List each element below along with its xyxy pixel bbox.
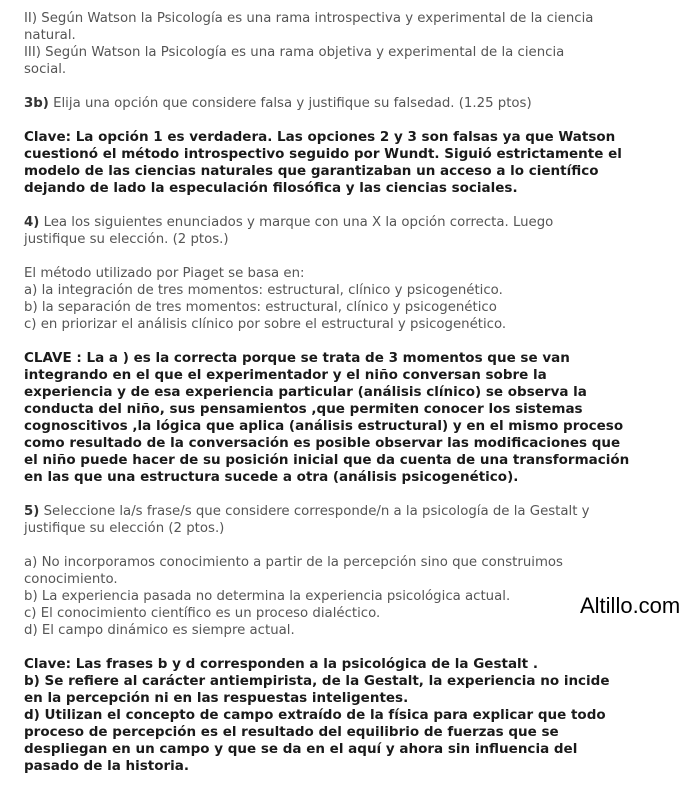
question-4-option-b: b) la separación de tres momentos: estructural, clínico y psicogenético	[24, 300, 497, 315]
question-5-option-b: b) La experiencia pasada no determina la experiencia psicológica actual.	[24, 589, 511, 604]
answer-key-4-line8: en las que una estructura sucede a otra (análisis psicogenético).	[24, 469, 519, 485]
question-5-option-a-line2: conocimiento.	[24, 572, 118, 587]
answer-key-5-line2: b) Se refiere al carácter antiempirista, de la Gestalt, la experiencia no incide	[24, 673, 610, 689]
option-iii-line2: social.	[24, 62, 67, 77]
question-4-line1	[24, 214, 674, 231]
answer-key-3-line4: dejando de lado la especulación filosófica y las ciencias sociales.	[24, 180, 518, 196]
answer-key-5-line4: d) Utilizan el concepto de campo extraído de la física para explicar que todo	[24, 707, 606, 723]
answer-key-5-line6: despliegan en un campo y que se da en el aquí y ahora sin influencia del	[24, 741, 578, 757]
answer-key-4-line7: el niño puede hacer de su posición inicial que da cuenta de una transformación	[24, 452, 630, 468]
question-4-option-a: a) la integración de tres momentos: estructural, clínico y psicogenético.	[24, 283, 503, 298]
question-5-option-d: d) El campo dinámico es siempre actual.	[24, 623, 295, 638]
document-body	[24, 0, 674, 775]
answer-key-4-line1: CLAVE : La a ) es la correcta porque se trata de 3 momentos que se van	[24, 350, 570, 366]
watermark: Altillo.com	[580, 593, 681, 618]
question-3b	[24, 95, 674, 112]
answer-key-4-line6: como resultado de la conversación es posible observar las modificaciones que	[24, 435, 621, 451]
question-number: 5)	[24, 504, 40, 519]
answer-key-4-line5: cognoscitivos ,la lógica que aplica (análisis estructural) y en el mismo proceso	[24, 418, 624, 434]
question-5-option-a-line1: a) No incorporamos conocimiento a partir de la percepción sino que construimos	[24, 555, 563, 570]
answer-key-4-line3: experiencia y de esa experiencia particular (análisis clínico) se observa la	[24, 384, 587, 400]
question-4-line2: justifique su elección. (2 ptos.)	[24, 232, 229, 247]
answer-key-4-line2: integrando en el que el experimentador y el niño conversan sobre la	[24, 367, 547, 383]
question-4-stem: El método utilizado por Piaget se basa en:	[24, 266, 305, 281]
option-ii-line1: II) Según Watson la Psicología es una rama introspectiva y experimental de la ciencia	[24, 11, 594, 26]
question-5-line1	[24, 503, 674, 520]
answer-key-4-line4: conducta del niño, sus pensamientos ,que permiten conocer los sistemas	[24, 401, 583, 417]
question-text: Lea los siguientes enunciados y marque con una X la opción correcta. Luego	[39, 215, 554, 230]
answer-key-3-line2: cuestionó el método introspectivo seguido por Wundt. Siguió estrictamente el	[24, 146, 622, 162]
answer-key-5-line7: pasado de la historia.	[24, 758, 190, 774]
question-5-line2: justifique su elección (2 ptos.)	[24, 521, 225, 536]
answer-key-3-line1: Clave: La opción 1 es verdadera. Las opciones 2 y 3 son falsas ya que Watson	[24, 129, 616, 145]
option-iii-line1: III) Según Watson la Psicología es una rama objetiva y experimental de la ciencia	[24, 45, 565, 60]
question-number: 3b)	[24, 96, 49, 111]
answer-key-5-line1: Clave: Las frases b y d corresponden a la psicológica de la Gestalt .	[24, 656, 538, 672]
answer-key-5-line5: proceso de percepción es el resultado del equilibrio de fuerzas que se	[24, 724, 559, 740]
question-number: 4)	[24, 215, 40, 230]
option-ii-line2: natural.	[24, 28, 76, 43]
question-4-option-c: c) en priorizar el análisis clínico por sobre el estructural y psicogenético.	[24, 317, 507, 332]
question-text: Elija una opción que considere falsa y justifique su falsedad. (1.25 ptos)	[48, 96, 532, 111]
question-text: Seleccione la/s frase/s que considere corresponde/n a la psicología de la Gestalt y	[39, 504, 590, 519]
answer-key-3-line3: modelo de las ciencias naturales que garantizaban un acceso a lo científico	[24, 163, 599, 179]
question-5-option-c: c) El conocimiento científico es un proceso dialéctico.	[24, 606, 381, 621]
answer-key-5-line3: en la percepción ni en las respuestas inteligentes.	[24, 690, 409, 706]
